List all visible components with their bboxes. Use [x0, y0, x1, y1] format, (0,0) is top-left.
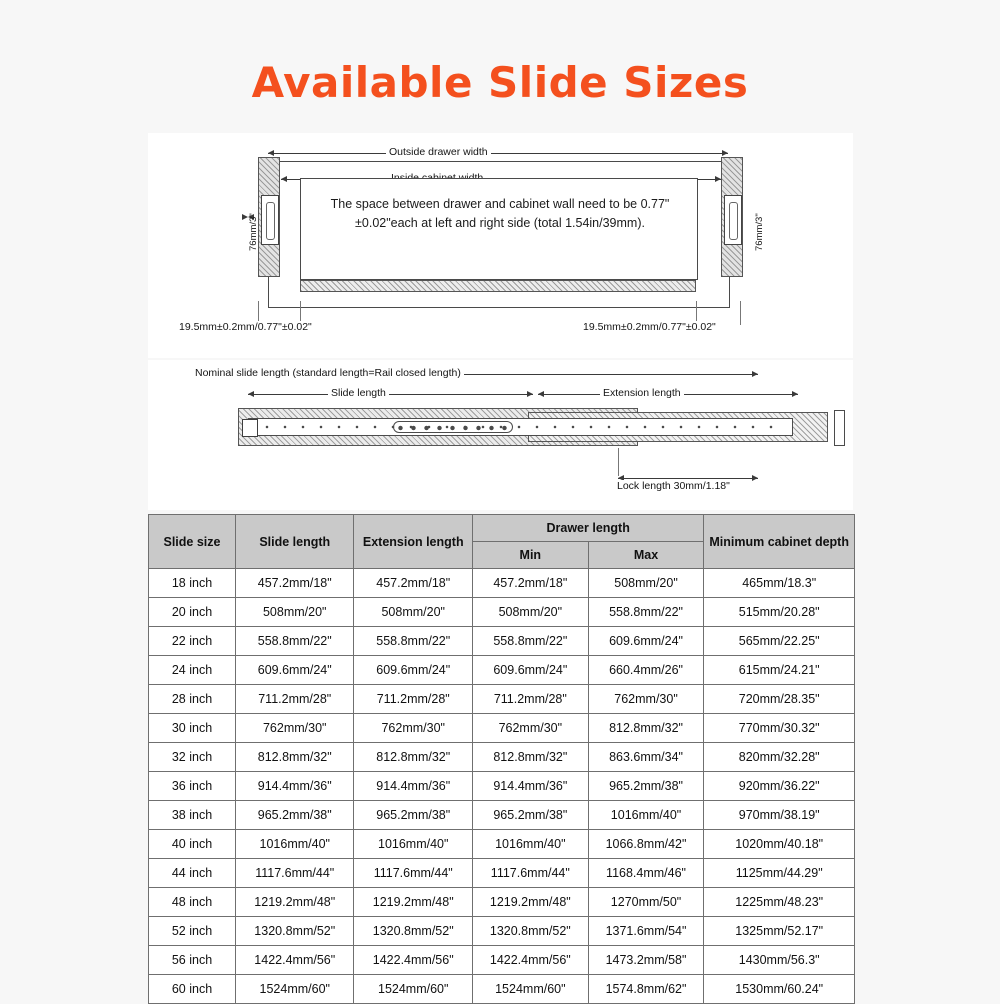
cell-extension-length: 508mm/20" — [354, 598, 472, 627]
cell-drawer-max: 1473.2mm/58" — [588, 946, 704, 975]
cell-cabinet-depth: 1225mm/48.23" — [704, 888, 855, 917]
cell-drawer-min: 1422.4mm/56" — [472, 946, 588, 975]
cell-extension-length: 965.2mm/38" — [354, 801, 472, 830]
cell-cabinet-depth: 515mm/20.28" — [704, 598, 855, 627]
cell-cabinet-depth: 615mm/24.21" — [704, 656, 855, 685]
cell-drawer-min: 609.6mm/24" — [472, 656, 588, 685]
th-drawer-max: Max — [588, 542, 704, 569]
table-row — [149, 859, 855, 888]
dim-lock-length-label: Lock length 30mm/1.18" — [614, 480, 733, 492]
cell-slide-length: 508mm/20" — [236, 598, 354, 627]
cell-drawer-min: 1320.8mm/52" — [472, 917, 588, 946]
slide-size-table-wrap — [148, 514, 855, 1004]
cell-drawer-min: 1117.6mm/44" — [472, 859, 588, 888]
cell-drawer-max: 1270mm/50" — [588, 888, 704, 917]
cell-drawer-max: 1066.8mm/42" — [588, 830, 704, 859]
table-row — [149, 975, 855, 1004]
cell-drawer-max: 762mm/30" — [588, 685, 704, 714]
th-min-cabinet-depth: Minimum cabinet depth — [704, 515, 855, 569]
table-row — [149, 656, 855, 685]
cell-cabinet-depth: 920mm/36.22" — [704, 772, 855, 801]
table-body — [149, 569, 855, 1004]
cell-size: 60 inch — [149, 975, 236, 1004]
th-slide-length: Slide length — [236, 515, 354, 569]
table-row — [149, 627, 855, 656]
dim-slide-length-line — [248, 394, 533, 395]
cell-cabinet-depth: 1430mm/56.3" — [704, 946, 855, 975]
cell-drawer-min: 1219.2mm/48" — [472, 888, 588, 917]
cell-drawer-min: 1524mm/60" — [472, 975, 588, 1004]
cell-drawer-min: 508mm/20" — [472, 598, 588, 627]
cell-size: 38 inch — [149, 801, 236, 830]
cell-size: 28 inch — [149, 685, 236, 714]
cell-slide-length: 609.6mm/24" — [236, 656, 354, 685]
cell-extension-length: 762mm/30" — [354, 714, 472, 743]
cell-slide-length: 711.2mm/28" — [236, 685, 354, 714]
cell-slide-length: 1524mm/60" — [236, 975, 354, 1004]
cell-slide-length: 457.2mm/18" — [236, 569, 354, 598]
table-row — [149, 714, 855, 743]
dim-outside-drawer-width-line — [268, 153, 728, 154]
cell-slide-length: 965.2mm/38" — [236, 801, 354, 830]
cell-drawer-max: 812.8mm/32" — [588, 714, 704, 743]
table-row — [149, 946, 855, 975]
dim-lock-length-line — [618, 478, 758, 479]
cell-drawer-max: 558.8mm/22" — [588, 598, 704, 627]
cell-size: 48 inch — [149, 888, 236, 917]
cell-cabinet-depth: 820mm/32.28" — [704, 743, 855, 772]
cell-cabinet-depth: 565mm/22.25" — [704, 627, 855, 656]
cell-extension-length: 558.8mm/22" — [354, 627, 472, 656]
cell-drawer-max: 1168.4mm/46" — [588, 859, 704, 888]
cell-drawer-min: 711.2mm/28" — [472, 685, 588, 714]
table-header-row-1 — [149, 515, 855, 542]
cell-size: 24 inch — [149, 656, 236, 685]
gap-left-label: 19.5mm±0.2mm/0.77"±0.02" — [176, 321, 315, 333]
cell-drawer-max: 660.4mm/26" — [588, 656, 704, 685]
cell-drawer-min: 762mm/30" — [472, 714, 588, 743]
cell-drawer-min: 965.2mm/38" — [472, 801, 588, 830]
cell-drawer-max: 863.6mm/34" — [588, 743, 704, 772]
cell-slide-length: 914.4mm/36" — [236, 772, 354, 801]
ball-bearing-retainer — [393, 421, 513, 433]
table-row — [149, 685, 855, 714]
cell-drawer-min: 812.8mm/32" — [472, 743, 588, 772]
cell-size: 32 inch — [149, 743, 236, 772]
cell-drawer-max: 508mm/20" — [588, 569, 704, 598]
th-drawer-min: Min — [472, 542, 588, 569]
cell-slide-length: 812.8mm/32" — [236, 743, 354, 772]
dim-height-right-label: 76mm/3" — [754, 213, 765, 251]
cell-drawer-max: 609.6mm/24" — [588, 627, 704, 656]
cell-drawer-min: 457.2mm/18" — [472, 569, 588, 598]
tick-right-b — [740, 301, 741, 325]
cell-size: 36 inch — [149, 772, 236, 801]
dim-nominal-length-label: Nominal slide length (standard length=Rail closed length) — [192, 367, 464, 379]
cell-drawer-max: 965.2mm/38" — [588, 772, 704, 801]
cell-slide-length: 1117.6mm/44" — [236, 859, 354, 888]
cell-cabinet-depth: 1325mm/52.17" — [704, 917, 855, 946]
cell-extension-length: 1016mm/40" — [354, 830, 472, 859]
cell-extension-length: 609.6mm/24" — [354, 656, 472, 685]
cell-extension-length: 1320.8mm/52" — [354, 917, 472, 946]
cell-size: 56 inch — [149, 946, 236, 975]
lock-tab — [242, 419, 258, 437]
dim-slide-length-label: Slide length — [328, 387, 389, 399]
table-row — [149, 772, 855, 801]
slide-icon-right — [724, 195, 742, 245]
dim-extension-length-label: Extension length — [600, 387, 684, 399]
cell-extension-length: 457.2mm/18" — [354, 569, 472, 598]
cell-size: 44 inch — [149, 859, 236, 888]
table-row — [149, 801, 855, 830]
tick-lock-a — [618, 448, 619, 476]
cell-cabinet-depth: 720mm/28.35" — [704, 685, 855, 714]
cell-cabinet-depth: 1020mm/40.18" — [704, 830, 855, 859]
cell-extension-length: 1524mm/60" — [354, 975, 472, 1004]
cell-cabinet-depth: 970mm/38.19" — [704, 801, 855, 830]
table-row — [149, 830, 855, 859]
slide-icon-left — [261, 195, 279, 245]
cell-slide-length: 1320.8mm/52" — [236, 917, 354, 946]
cell-cabinet-depth: 770mm/30.32" — [704, 714, 855, 743]
cell-slide-length: 558.8mm/22" — [236, 627, 354, 656]
table-row — [149, 917, 855, 946]
cell-drawer-min: 914.4mm/36" — [472, 772, 588, 801]
cell-drawer-min: 1016mm/40" — [472, 830, 588, 859]
rail-hole-pattern — [258, 424, 778, 430]
figure-slide-side-view — [148, 360, 853, 510]
cell-cabinet-depth: 1530mm/60.24" — [704, 975, 855, 1004]
dim-height-left-label: 76mm/3" — [248, 213, 259, 251]
cell-slide-length: 1016mm/40" — [236, 830, 354, 859]
table-row — [149, 569, 855, 598]
cell-drawer-min: 558.8mm/22" — [472, 627, 588, 656]
cell-drawer-max: 1016mm/40" — [588, 801, 704, 830]
cell-cabinet-depth: 465mm/18.3" — [704, 569, 855, 598]
cell-extension-length: 1117.6mm/44" — [354, 859, 472, 888]
table-row — [149, 598, 855, 627]
dim-outside-drawer-width-label: Outside drawer width — [386, 146, 491, 158]
cell-size: 20 inch — [149, 598, 236, 627]
cell-extension-length: 711.2mm/28" — [354, 685, 472, 714]
th-slide-size: Slide size — [149, 515, 236, 569]
cell-slide-length: 762mm/30" — [236, 714, 354, 743]
figure-drawer-top-view — [148, 133, 853, 358]
cell-size: 30 inch — [149, 714, 236, 743]
slide-size-table — [148, 514, 855, 1004]
cell-size: 40 inch — [149, 830, 236, 859]
cell-size: 52 inch — [149, 917, 236, 946]
page-title: Available Slide Sizes — [251, 58, 749, 107]
cell-cabinet-depth: 1125mm/44.29" — [704, 859, 855, 888]
clearance-note: The space between drawer and cabinet wall need to be 0.77" ±0.02"each at left and right side (total 1.54in/39mm). — [330, 197, 670, 230]
table-head — [149, 515, 855, 569]
cell-extension-length: 914.4mm/36" — [354, 772, 472, 801]
cell-extension-length: 1422.4mm/56" — [354, 946, 472, 975]
cell-extension-length: 812.8mm/32" — [354, 743, 472, 772]
th-extension-length: Extension length — [354, 515, 472, 569]
drawer-front-band — [300, 280, 696, 292]
cell-drawer-max: 1371.6mm/54" — [588, 917, 704, 946]
cell-slide-length: 1219.2mm/48" — [236, 888, 354, 917]
table-row — [149, 888, 855, 917]
cell-drawer-max: 1574.8mm/62" — [588, 975, 704, 1004]
rail-end-cap — [834, 410, 845, 446]
th-drawer-length: Drawer length — [472, 515, 703, 542]
cell-size: 18 inch — [149, 569, 236, 598]
table-row — [149, 743, 855, 772]
gap-right-label: 19.5mm±0.2mm/0.77"±0.02" — [580, 321, 719, 333]
cell-slide-length: 1422.4mm/56" — [236, 946, 354, 975]
cell-size: 22 inch — [149, 627, 236, 656]
cell-extension-length: 1219.2mm/48" — [354, 888, 472, 917]
